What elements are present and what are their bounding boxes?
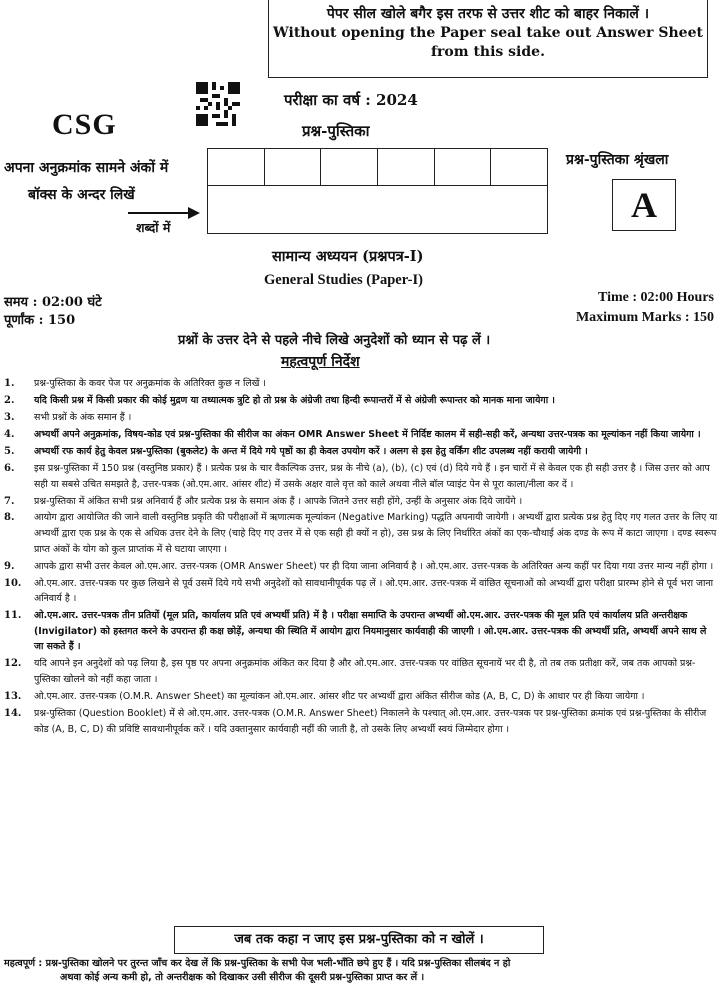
qr-code-icon: [196, 82, 240, 126]
roll-number-words-box[interactable]: [207, 186, 548, 234]
item-number: 6.: [4, 462, 15, 474]
item-text: इस प्रश्न-पुस्तिका में 150 प्रश्न (वस्तुनिष्ठ प्रकार) हैं । प्रत्येक प्रश्न के चार वैकल्पिक उत्तर, प्रश्न के नीचे (a), (b), (c) एवं (d) दिये गये हैं । इन चारों में से केवल एक ही सही उत्तर है । जिस उत्तर को आप सही या सबसे उचित समझते है, उत्तर-पत्रक (ओ.एम.आर. आंसर शीट) में उसके अक्षर वाले वृत्त को काले अथवा नीले बॉल प्वाइंट पेन से पूरा काला/नीला कर दें ।: [34, 462, 710, 490]
instructions-title: महत्वपूर्ण निर्देश: [281, 354, 360, 370]
item-number: 2.: [4, 394, 15, 406]
item-text: यदि किसी प्रश्न में किसी प्रकार की कोई मुद्रण या तथ्यात्मक त्रुटि हो तो प्रश्न के अंग्रेजी तथा हिन्दी रूपान्तरों में से अंग्रेजी रूपान्तर को मानक माना जायेगा ।: [34, 394, 555, 406]
time-english: Time : 02:00 Hours: [597, 290, 714, 305]
item-text: प्रश्न-पुस्तिका (Question Booklet) में से ओ.एम.आर. उत्तर-पत्रक (O.M.R. Answer Sheet) निकालने के पश्चात् ओ.एम.आर. उत्तर-पत्रक पर प्रश्न-पुस्तिका क्रमांक एवं प्रश्न-पुस्तिका के सीरीज कोड (A, B, C, D) की प्रविष्टि सावधानीपूर्वक करें । यदि उक्तानुसार कार्यवाही नहीं की जाती है, तो उसके लिए अभ्यर्थी स्वयं जिम्मेदार होगा ।: [34, 707, 707, 735]
booklet-label: प्रश्न-पुस्तिका: [302, 122, 370, 140]
item-number: 4.: [4, 428, 15, 440]
roll-number-digit-boxes[interactable]: [207, 148, 548, 186]
important-note-line2: अथवा कोई अन्य कमी हो, तो अन्तरीक्षक को दिखाकर उसी सीरीज की दूसरी प्रश्न-पुस्तिका प्राप्त कर लें ।: [60, 972, 425, 983]
item-number: 1.: [4, 378, 15, 389]
marks-hindi: पूर्णांक : 150: [4, 313, 76, 328]
roll-digit-box[interactable]: [208, 149, 265, 185]
important-note-line1: महत्वपूर्ण : प्रश्न-पुस्तिका खोलने पर तुरन्त जाँच कर देख लें कि प्रश्न-पुस्तिका के सभी पेज भली-भाँति छपे हुए हैं । यदि प्रश्न-पुस्तिका सीलबंद न हो: [4, 958, 511, 969]
item-number: 5.: [4, 445, 15, 457]
item-text: अभ्यर्थी रफ कार्य हेतु केवल प्रश्न-पुस्तिका (बुकलेट) के अन्त में दिये गये पृष्ठों का ही केवल उपयोग करें । अलग से इस हेतु वर्किंग शीट उपलब्ध नहीं करायी जायेगी ।: [34, 445, 588, 457]
list-item: [4, 608, 718, 655]
item-text: ओ.एम.आर. उत्तर-पत्रक पर कुछ लिखने से पूर्व उसमें दिये गये सभी अनुदेशों को सावधानीपूर्वक पढ़ लें । ओ.एम.आर. उत्तर-पत्रक में वांछित सूचनाओं को अभ्यर्थी द्वारा परीक्षा प्रारम्भ होने से पूर्व भरा जाना अनिवार्य है ।: [34, 577, 714, 605]
item-number: 10.: [4, 577, 22, 589]
list-item: [4, 461, 718, 492]
roll-number-label-line1: अपना अनुक्रमांक सामने अंकों में: [4, 160, 169, 176]
roll-number-label-line2: बॉक्स के अन्दर लिखें: [28, 187, 135, 203]
item-number: 8.: [4, 512, 15, 524]
roll-digit-box[interactable]: [491, 149, 547, 185]
list-item: [4, 444, 718, 460]
roll-digit-box[interactable]: [265, 149, 322, 185]
item-text: ओ.एम.आर. उत्तर-पत्रक (O.M.R. Answer Sheet) का मूल्यांकन ओ.एम.आर. आंसर शीट पर अभ्यर्थी द्वारा अंकित सीरीज कोड (A, B, C, D) के आधार पर ही किया जायेगा ।: [34, 690, 645, 702]
seal-hindi-text: पेपर सील खोले बगैर इस तरफ से उत्तर शीट को बाहर निकालें ।: [326, 6, 650, 22]
roll-number-words-label: शब्दों में: [136, 220, 171, 235]
item-number: 14.: [4, 707, 22, 719]
list-item: [4, 376, 718, 392]
list-item: [4, 410, 718, 426]
item-number: 9.: [4, 560, 15, 572]
do-not-open-banner: जब तक कहा न जाए इस प्रश्न-पुस्तिका को न खोलें ।: [174, 926, 544, 954]
item-number: 7.: [4, 495, 15, 507]
list-item: [4, 494, 718, 510]
arrow-right-icon: [128, 206, 200, 220]
roll-digit-box[interactable]: [378, 149, 435, 185]
item-text: प्रश्न-पुस्तिका में अंकित सभी प्रश्न अनिवार्य हैं और प्रत्येक प्रश्न के समान अंक हैं । आपके जितने उत्तर सही होंगे, उन्हीं के अनुसार अंक दिये जायेंगे ।: [34, 495, 523, 507]
list-item: [4, 656, 718, 687]
time-hindi: समय : 02:00 घंटे: [4, 295, 102, 310]
subject-title-hindi: सामान्य अध्ययन (प्रश्नपत्र-I): [272, 248, 424, 265]
roll-digit-box[interactable]: [321, 149, 378, 185]
list-item: [4, 706, 718, 737]
item-text: सभी प्रश्नों के अंक समान हैं ।: [34, 411, 132, 423]
seal-english-line1: Without opening the Paper seal take out Answer Sheet: [273, 25, 703, 41]
seal-instruction-box: [268, 0, 708, 78]
list-item: [4, 689, 718, 705]
read-instructions-note: प्रश्नों के उत्तर देने से पहले नीचे लिखे अनुदेशों को ध्यान से पढ़ लें ।: [178, 333, 491, 348]
item-text: यदि आपने इन अनुदेशों को पढ़ लिया है, इस पृष्ठ पर अपना अनुक्रमांक अंकित कर दिया है और ओ.एम.आर. उत्तर-पत्रक पर वांछित सूचनायें भर दी है, तो तब तक प्रतीक्षा करें, जब तक आपको प्रश्न-पुस्तिका खोलने को नहीं कहा जाता ।: [34, 658, 696, 685]
seal-english-line2: from this side.: [431, 44, 545, 60]
item-number: 12.: [4, 658, 22, 670]
list-item: [4, 393, 718, 409]
series-label: प्रश्न-पुस्तिका श्रृंखला: [566, 152, 669, 168]
list-item: [4, 576, 718, 607]
item-text: आपके द्वारा सभी उत्तर केवल ओ.एम.आर. उत्तर-पत्रक (OMR Answer Sheet) पर ही दिया जाना अनिवार्य है । ओ.एम.आर. उत्तर-पत्रक के अतिरिक्त अन्य कहीं पर दिया गया उत्तर मान्य नहीं होगा ।: [34, 560, 714, 572]
item-number: 3.: [4, 411, 15, 423]
list-item: [4, 510, 718, 557]
item-text: अभ्यर्थी अपने अनुक्रमांक, विषय-कोड एवं प्रश्न-पुस्तिका की सीरीज का अंकन OMR Answer Sheet में निर्दिष्ट कालम में सही-सही करें, अन्यथा उत्तर-पत्रक का मूल्यांकन नहीं किया जायेगा ।: [34, 428, 701, 440]
exam-year: परीक्षा का वर्ष : 2024: [284, 91, 418, 109]
paper-code: CSG: [52, 108, 117, 141]
item-number: 11.: [4, 610, 22, 622]
item-text: आयोग द्वारा आयोजित की जाने वाली वस्तुनिष्ठ प्रकृति की परीक्षाओं में ऋणात्मक मूल्यांकन (Negative Marking) पद्धति अपनायी जायेगी । अभ्यर्थी द्वारा प्रत्येक प्रश्न हेतु दिए गए गलत उत्तर के लिए या अभ्यर्थी द्वारा एक प्रश्न के एक से अधिक उत्तर देने के लिए (चाहे दिए गए उत्तर में से एक सही ही क्यों न हो), उस प्रश्न के लिए निर्धारित अंकों का एक-चौथाई अंक दण्ड के रूप में काटा जाएगा । दण्ड स्वरूप प्राप्त अंकों के योग को कुल प्राप्तांक में से घटाया जाएगा ।: [34, 512, 718, 555]
item-text: ओ.एम.आर. उत्तर-पत्रक तीन प्रतियों (मूल प्रति, कार्यालय प्रति एवं अभ्यर्थी प्रति) में है । परीक्षा समाप्ति के उपरान्त अभ्यर्थी ओ.एम.आर. उत्तर-पत्रक की मूल प्रति एवं कार्यालय प्रति अन्तरीक्षक (Invigilator) को हस्तगत करने के उपरान्त ही कक्ष छोड़ें, अन्यथा की स्थिति में आयोग द्वारा नियमानुसार कार्यवाही की जाएगी । ओ.एम.आर. उत्तर-पत्रक की अभ्यर्थी प्रति, अभ्यर्थी अपने साथ ले जा सकते हैं ।: [34, 610, 707, 653]
instructions-list: [4, 376, 718, 739]
roll-digit-box[interactable]: [435, 149, 492, 185]
list-item: [4, 427, 718, 443]
item-text: प्रश्न-पुस्तिका के कवर पेज पर अनुक्रमांक के अतिरिक्त कुछ न लिखें ।: [34, 378, 266, 389]
subject-title-english: General Studies (Paper-I): [264, 272, 423, 288]
item-number: 13.: [4, 690, 22, 702]
list-item: [4, 559, 718, 575]
series-box: A: [612, 179, 676, 231]
marks-english: Maximum Marks : 150: [575, 310, 714, 325]
